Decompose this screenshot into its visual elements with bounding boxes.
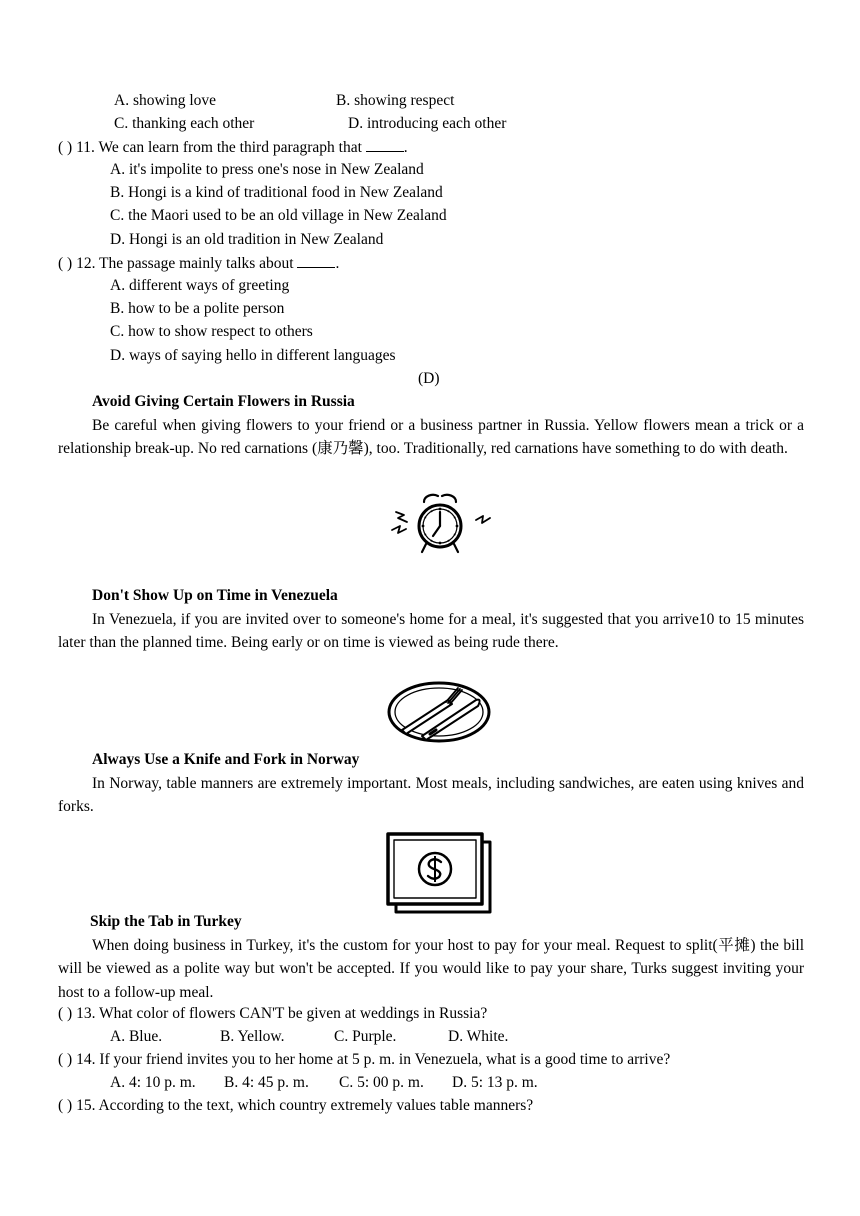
q15-stem-text: 15. According to the text, which country extremely values table manners? <box>76 1097 534 1114</box>
russia-heading: Avoid Giving Certain Flowers in Russia <box>92 393 355 410</box>
q10-option-c: C. thanking each other <box>114 115 255 132</box>
q10-option-b: B. showing respect <box>336 92 455 109</box>
q12-answer-paren[interactable]: ( ) <box>58 255 73 272</box>
norway-body: In Norway, table manners are extremely important. Most meals, including sandwiches, are eaten using knives and forks. <box>58 775 804 816</box>
russia-body: Be careful when giving flowers to your friend or a business partner in Russia. Yellow flowers mean a trick or a relationship break-up. No red carnations (康乃馨), too. Traditionally, red carnations have something to do with death. <box>58 417 804 458</box>
q14-option-c: C. 5: 00 p. m. <box>339 1074 424 1091</box>
q15-answer-paren[interactable]: ( ) <box>58 1097 73 1114</box>
q11-stem <box>58 137 408 158</box>
q14-option-b: B. 4: 45 p. m. <box>224 1074 309 1091</box>
q13-stem <box>58 1004 487 1024</box>
q14-stem-text: 14. If your friend invites you to her home at 5 p. m. in Venezuela, what is a good time to arrive? <box>76 1051 671 1068</box>
q11-stem-end: . <box>403 139 408 156</box>
q11-option-b: B. Hongi is a kind of traditional food in New Zealand <box>110 184 443 201</box>
venezuela-paragraph <box>58 608 804 655</box>
q10-option-d: D. introducing each other <box>348 115 507 132</box>
russia-paragraph <box>58 414 804 461</box>
q13-option-b: B. Yellow. <box>220 1028 285 1045</box>
venezuela-body: In Venezuela, if you are invited over to someone's home for a meal, it's suggested that you arrive10 to 15 minutes later than the planned time. Being early or on time is viewed as being rude there. <box>58 611 804 652</box>
venezuela-heading: Don't Show Up on Time in Venezuela <box>92 587 338 604</box>
q11-option-c: C. the Maori used to be an old village in New Zealand <box>110 207 447 224</box>
q15-stem <box>58 1096 533 1116</box>
q14-answer-paren[interactable]: ( ) <box>58 1051 73 1068</box>
q12-option-a: A. different ways of greeting <box>110 277 290 294</box>
alarm-clock-icon <box>388 490 492 560</box>
turkey-body: When doing business in Turkey, it's the custom for your host to pay for your meal. Request to split(平摊) the bill will be viewed as a polite way but won't be accepted. If you would like to pay your share, Turks suggest inviting your host to a follow-up meal. <box>58 937 804 1001</box>
q12-stem-end: . <box>335 255 340 272</box>
q11-stem-text: 11. We can learn from the third paragraph that <box>76 139 362 156</box>
q13-answer-paren[interactable]: ( ) <box>58 1005 73 1022</box>
q11-blank <box>366 137 404 152</box>
q14-option-d: D. 5: 13 p. m. <box>452 1074 538 1091</box>
q14-stem <box>58 1050 670 1070</box>
q12-stem <box>58 253 339 274</box>
q12-option-d: D. ways of saying hello in different languages <box>110 347 396 364</box>
dollar-bill-icon <box>386 832 494 914</box>
q14-option-a: A. 4: 10 p. m. <box>110 1074 196 1091</box>
turkey-heading: Skip the Tab in Turkey <box>90 913 242 930</box>
q12-option-b: B. how to be a polite person <box>110 300 285 317</box>
norway-heading: Always Use a Knife and Fork in Norway <box>92 751 360 768</box>
q13-stem-text: 13. What color of flowers CAN'T be given at weddings in Russia? <box>76 1005 488 1022</box>
q13-option-d: D. White. <box>448 1028 509 1045</box>
q12-stem-text: 12. The passage mainly talks about <box>76 255 294 272</box>
q12-option-c: C. how to show respect to others <box>110 323 313 340</box>
q10-option-a: A. showing love <box>114 92 217 109</box>
q11-option-a: A. it's impolite to press one's nose in New Zealand <box>110 161 424 178</box>
section-label: (D) <box>418 370 440 387</box>
q13-option-c: C. Purple. <box>334 1028 397 1045</box>
norway-paragraph <box>58 772 804 819</box>
q12-blank <box>297 253 335 268</box>
turkey-paragraph <box>58 934 804 1004</box>
q11-option-d: D. Hongi is an old tradition in New Zealand <box>110 231 384 248</box>
q13-option-a: A. Blue. <box>110 1028 163 1045</box>
q11-answer-paren[interactable]: ( ) <box>58 139 73 156</box>
knife-fork-plate-icon <box>386 680 492 744</box>
